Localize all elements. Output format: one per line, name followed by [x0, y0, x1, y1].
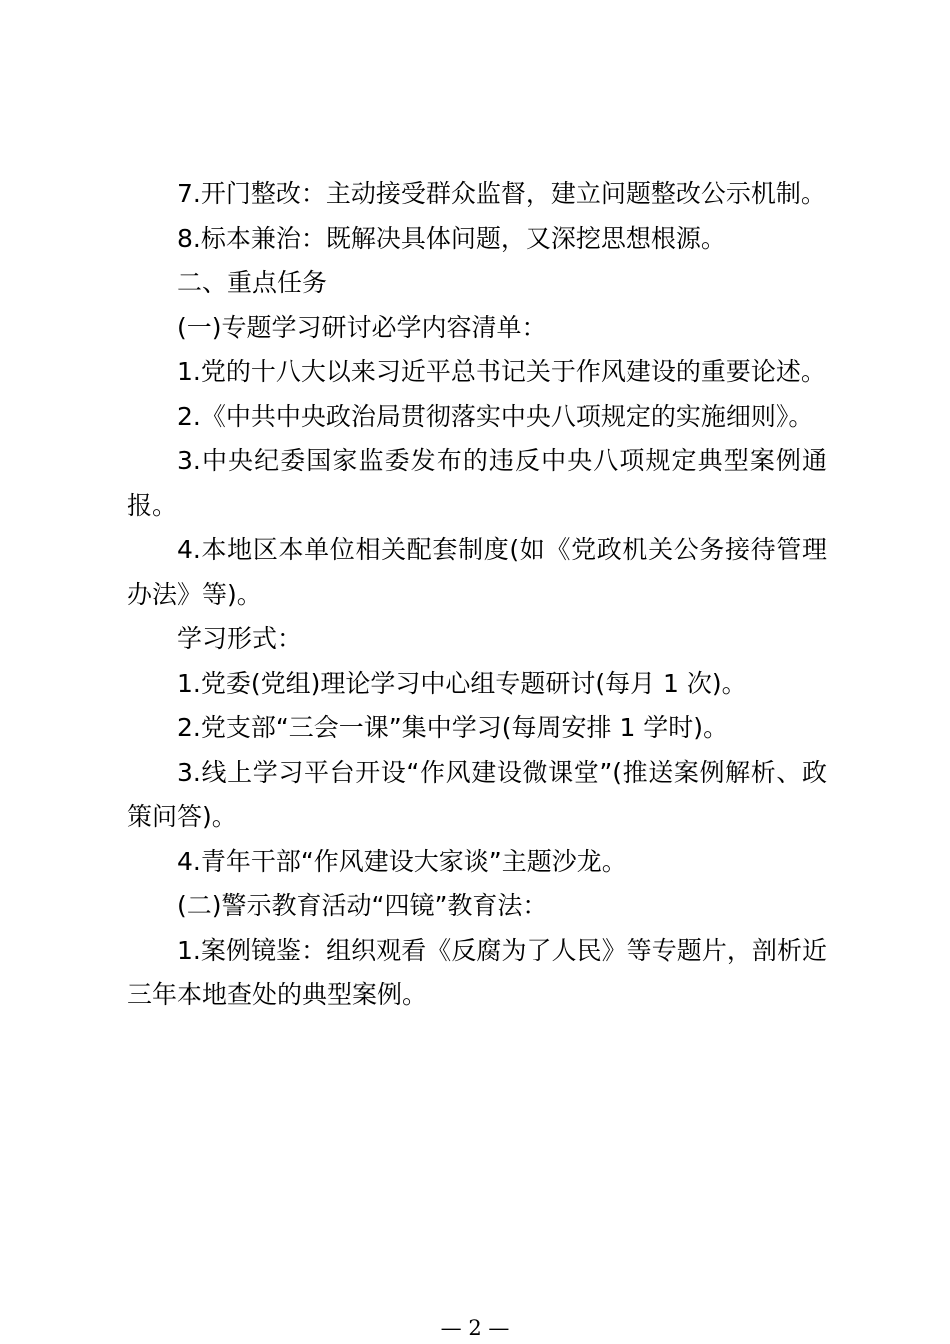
paragraph: 4.本地区本单位相关配套制度(如《党政机关公务接待管理办法》等)。: [127, 535, 827, 609]
paragraph: 7.开门整改：主动接受群众监督，建立问题整改公示机制。: [177, 179, 826, 208]
paragraph: 学习形式：: [177, 624, 303, 653]
paragraph: 2.《中共中央政治局贯彻落实中央八项规定的实施细则》。: [177, 401, 814, 431]
document-body: [127, 172, 827, 1018]
paragraph: 3.中央纪委国家监委发布的违反中央八项规定典型案例通报。: [127, 446, 827, 520]
page-number: — 2 —: [440, 1316, 510, 1340]
paragraph: 1.党的十八大以来习近平总书记关于作风建设的重要论述。: [177, 357, 826, 386]
paragraph: 1.党委(党组)理论学习中心组专题研讨(每月 1 次)。: [177, 668, 747, 698]
paragraph: 8.标本兼治：既解决具体问题，又深挖思想根源。: [177, 223, 726, 253]
subsection-heading: (二)警示教育活动“四镜”教育法：: [177, 891, 548, 920]
paragraph: 2.党支部“三会一课”集中学习(每周安排 1 学时)。: [177, 713, 729, 742]
paragraph: 4.青年干部“作风建设大家谈”主题沙龙。: [177, 846, 627, 876]
paragraph: 3.线上学习平台开设“作风建设微课堂”(推送案例解析、政策问答)。: [127, 757, 827, 831]
section-heading: 二、重点任务: [177, 268, 328, 297]
paragraph: 1.案例镜鉴：组织观看《反腐为了人民》等专题片，剖析近三年本地查处的典型案例。: [127, 935, 827, 1009]
subsection-heading: (一)专题学习研讨必学内容清单：: [177, 312, 547, 342]
